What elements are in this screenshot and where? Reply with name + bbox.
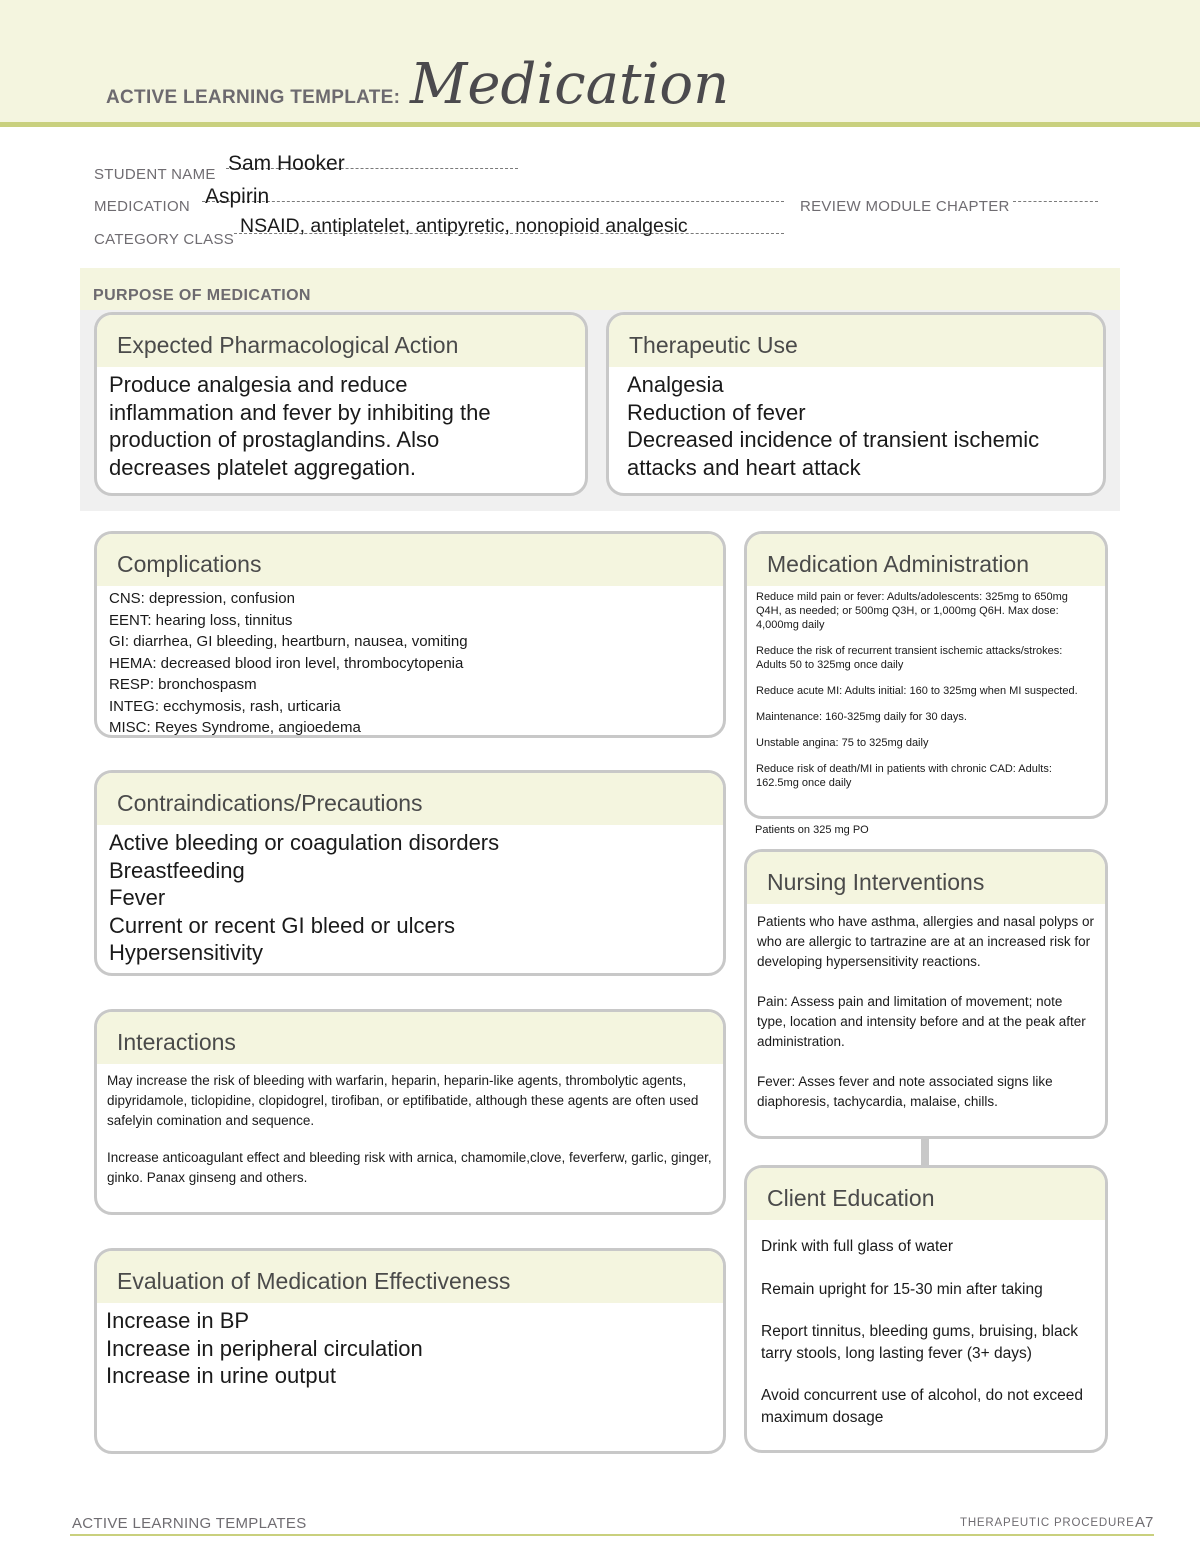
interactions-body bbox=[97, 1064, 723, 1188]
med-admin-paragraph: Reduce mild pain or fever: Adults/adolescents: 325mg to 650mg Q4H, as needed; or 500mg Q3H, or 1,000mg Q6H. Max dose: 4,000mg daily bbox=[756, 591, 1068, 631]
nursing-paragraph: Fever: Asses fever and note associated signs like diaphoresis, tachycardia, malaise, chills. bbox=[757, 1074, 1053, 1109]
expected-action-body bbox=[97, 367, 585, 481]
text-line: Produce analgesia and reduce bbox=[109, 372, 408, 397]
text-line: MISC: Reyes Syndrome, angioedema bbox=[109, 719, 361, 736]
nursing-paragraph: Pain: Assess pain and limitation of movement; note type, location and intensity before and at the peak after administration. bbox=[757, 994, 1086, 1049]
category-class-label: CATEGORY CLASS bbox=[94, 231, 235, 248]
contraindications-body bbox=[97, 825, 723, 967]
complications-title: Complications bbox=[97, 534, 723, 586]
nursing-paragraph: Patients who have asthma, allergies and nasal polyps or who are allergic to tartrazine are at an increased risk for developing hypersensitivity reactions. bbox=[757, 914, 1094, 969]
medication-line bbox=[202, 201, 784, 202]
footer-left: ACTIVE LEARNING TEMPLATES bbox=[72, 1515, 307, 1532]
med-admin-paragraph: Unstable angina: 75 to 325mg daily bbox=[756, 737, 929, 749]
text-line: inflammation and fever by inhibiting the bbox=[109, 399, 491, 425]
med-admin-box bbox=[744, 531, 1108, 819]
contraindications-box bbox=[94, 770, 726, 976]
footer-right: THERAPEUTIC PROCEDURE bbox=[960, 1517, 1135, 1529]
text-line: HEMA: decreased blood iron level, thrombocytopenia bbox=[109, 654, 464, 672]
medication-value[interactable]: Aspirin bbox=[205, 185, 270, 208]
student-name-label: STUDENT NAME bbox=[94, 166, 216, 183]
text-line: Increase in BP bbox=[106, 1308, 250, 1333]
footer-page-number: A7 bbox=[1135, 1514, 1154, 1531]
client-education-title: Client Education bbox=[747, 1168, 1105, 1220]
text-line: attacks and heart attack bbox=[627, 454, 861, 480]
complications-body bbox=[97, 586, 723, 738]
text-line: Increase in peripheral circulation bbox=[106, 1335, 423, 1361]
interactions-paragraph: Increase anticoagulant effect and bleeding risk with arnica, chamomile,clove, feverferw, garlic, ginger, ginko. Panax ginseng and others. bbox=[107, 1150, 712, 1185]
evaluation-title: Evaluation of Medication Effectiveness bbox=[97, 1251, 723, 1303]
text-line: Reduction of fever bbox=[627, 399, 806, 425]
expected-action-box bbox=[94, 312, 588, 496]
review-module-line[interactable] bbox=[1013, 201, 1098, 202]
evaluation-body bbox=[97, 1303, 723, 1390]
client-education-paragraph: Report tinnitus, bleeding gums, bruising, black tarry stools, long lasting fever (3+ days) bbox=[761, 1323, 1079, 1362]
text-line: Breastfeeding bbox=[109, 857, 245, 883]
medication-label: MEDICATION bbox=[94, 198, 191, 215]
med-admin-paragraph: Reduce the risk of recurrent transient ischemic attacks/strokes: Adults 50 to 325mg once daily bbox=[756, 645, 1063, 671]
med-admin-overflow-note: Patients on 325 mg PO bbox=[755, 824, 869, 836]
text-line: INTEG: ecchymosis, rash, urticaria bbox=[109, 697, 341, 715]
text-line: Current or recent GI bleed or ulcers bbox=[109, 912, 456, 938]
expected-action-title: Expected Pharmacological Action bbox=[97, 315, 585, 367]
text-line: Hypersensitivity bbox=[109, 940, 264, 965]
med-admin-title: Medication Administration bbox=[747, 534, 1105, 586]
med-admin-body bbox=[747, 586, 1105, 790]
text-line: production of prostaglandins. Also bbox=[109, 427, 440, 452]
client-education-paragraph: Drink with full glass of water bbox=[761, 1238, 954, 1255]
text-line: decreases platelet aggregation. bbox=[109, 454, 416, 480]
text-line: Analgesia bbox=[627, 372, 724, 397]
header-rule bbox=[0, 122, 1200, 127]
client-education-paragraph: Avoid concurrent use of alcohol, do not exceed maximum dosage bbox=[761, 1387, 1083, 1426]
text-line: CNS: depression, confusion bbox=[109, 590, 295, 607]
text-line: GI: diarrhea, GI bleeding, heartburn, nausea, vomiting bbox=[109, 633, 468, 650]
text-line: RESP: bronchospasm bbox=[109, 676, 257, 693]
interactions-box bbox=[94, 1009, 726, 1215]
med-admin-paragraph: Maintenance: 160-325mg daily for 30 days. bbox=[756, 711, 967, 723]
interactions-title: Interactions bbox=[97, 1012, 723, 1064]
text-line: EENT: hearing loss, tinnitus bbox=[109, 611, 293, 629]
therapeutic-use-title: Therapeutic Use bbox=[609, 315, 1103, 367]
client-education-paragraph: Remain upright for 15-30 min after taking bbox=[761, 1280, 1043, 1298]
interactions-paragraph: May increase the risk of bleeding with warfarin, heparin, heparin-like agents, thrombolytic agents, dipyridamole, ticlopidine, clopidogrel, tirofiban, or eptifibatide, although these agents are often used safelyin comination and sequence. bbox=[107, 1073, 699, 1128]
connector-bar bbox=[921, 1138, 929, 1166]
text-line: Active bleeding or coagulation disorders bbox=[109, 830, 500, 855]
med-admin-paragraph: Reduce acute MI: Adults initial: 160 to 325mg when MI suspected. bbox=[756, 685, 1078, 697]
med-admin-paragraph: Reduce risk of death/MI in patients with chronic CAD: Adults: 162.5mg once daily bbox=[756, 763, 1052, 789]
template-label: ACTIVE LEARNING TEMPLATE: bbox=[106, 87, 401, 108]
category-class-value[interactable]: NSAID, antiplatelet, antipyretic, nonopioid analgesic bbox=[240, 215, 688, 237]
client-education-box bbox=[744, 1165, 1108, 1453]
therapeutic-use-box bbox=[606, 312, 1106, 496]
evaluation-box bbox=[94, 1248, 726, 1454]
client-education-body bbox=[747, 1220, 1105, 1428]
nursing-interventions-title: Nursing Interventions bbox=[747, 852, 1105, 904]
student-name-value[interactable]: Sam Hooker bbox=[228, 152, 345, 175]
nursing-interventions-box bbox=[744, 849, 1108, 1139]
contraindications-title: Contraindications/Precautions bbox=[97, 773, 723, 825]
nursing-interventions-body bbox=[747, 904, 1105, 1112]
complications-box bbox=[94, 531, 726, 738]
text-line: Fever bbox=[109, 885, 166, 910]
text-line: Decreased incidence of transient ischemic bbox=[627, 427, 1040, 452]
page-title: Medication bbox=[410, 52, 730, 117]
footer-rule bbox=[70, 1534, 1154, 1536]
text-line: Increase in urine output bbox=[106, 1363, 336, 1388]
review-module-label: REVIEW MODULE CHAPTER bbox=[800, 198, 1010, 215]
therapeutic-use-body bbox=[609, 367, 1103, 481]
purpose-label: PURPOSE OF MEDICATION bbox=[93, 287, 311, 304]
